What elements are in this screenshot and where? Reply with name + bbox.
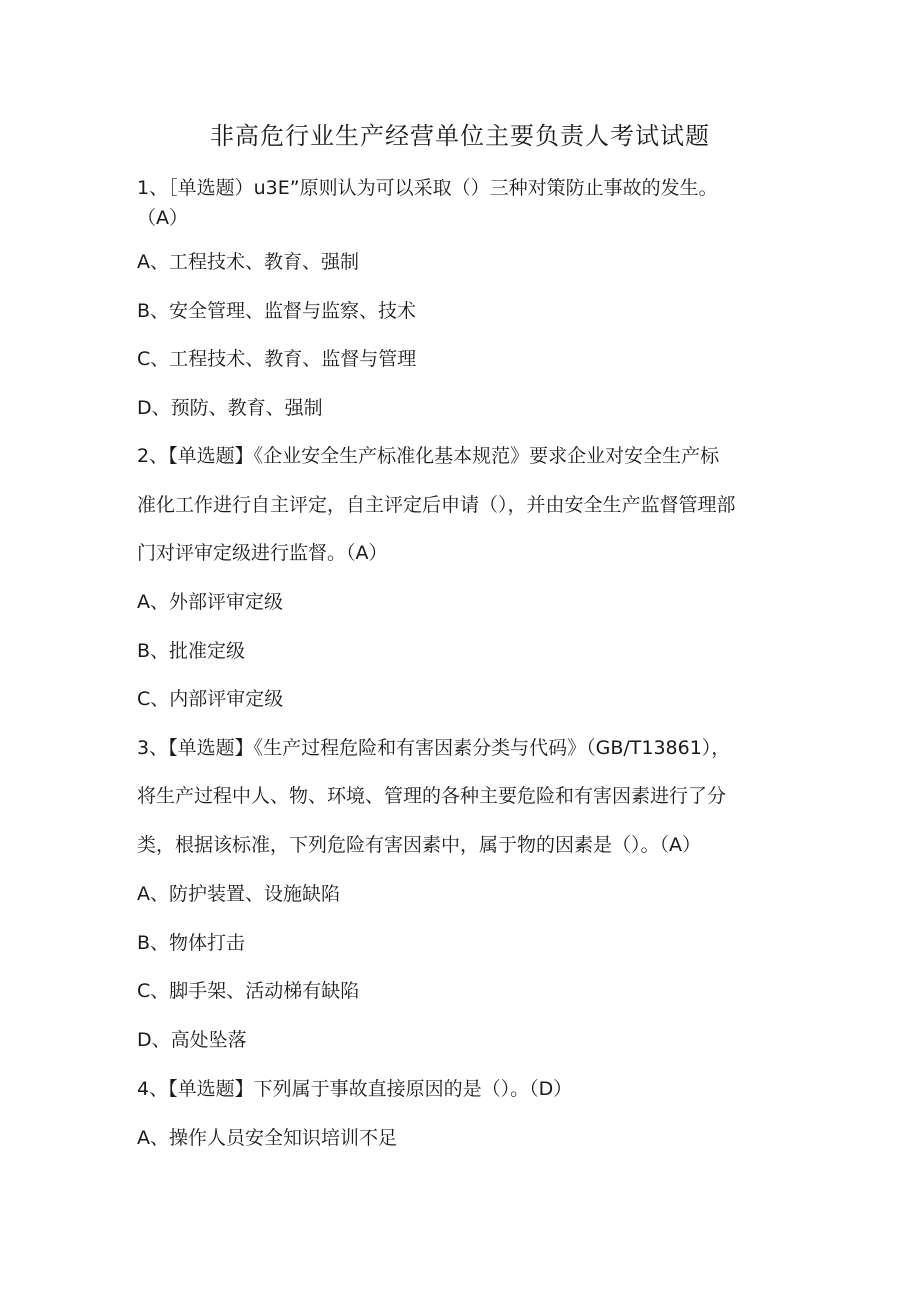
question-2-option-a: A、外部评审定级 [137,591,283,613]
question-3-option-b: B、物体打击 [137,932,246,954]
question-1-option-b: B、安全管理、监督与监察、技术 [137,300,417,322]
question-2-stem-line-2: 准化工作进行自主评定，自主评定后申请（），并由安全生产监督管理部 [137,494,736,516]
question-2-option-b: B、批准定级 [137,640,246,662]
question-4-stem-line-1: 4、【单选题】下列属于事故直接原因的是（）。（D） [137,1078,573,1100]
question-3-option-d: D、高处坠落 [137,1029,247,1051]
question-3-option-a: A、防护装置、设施缺陷 [137,883,340,905]
question-1-option-c: C、工程技术、教育、监督与管理 [137,348,417,370]
question-4-option-a: A、操作人员安全知识培训不足 [137,1127,397,1149]
question-3-stem-line-2: 将生产过程中人、物、环境、管理的各种主要危险和有害因素进行了分 [137,785,727,807]
question-1-stem-line-2: （A） [137,207,188,229]
question-1-stem-line-1: 1、［单选题）u3E”原则认为可以采取（）三种对策防止事故的发生。 [137,177,718,199]
question-2-stem-line-1: 2、【单选题】《企业安全生产标准化基本规范》要求企业对安全生产标 [137,445,720,467]
question-1-option-d: D、预防、教育、强制 [137,397,323,419]
question-3-stem-line-3: 类，根据该标准，下列危险有害因素中，属于物的因素是（）。（A） [137,834,701,856]
question-3-stem-line-1: 3、【单选题】《生产过程危险和有害因素分类与代码》（GB/T13861）， [137,737,731,759]
question-3-option-c: C、脚手架、活动梯有缺陷 [137,980,360,1002]
document-title: 非高危行业生产经营单位主要负责人考试试题 [210,122,710,150]
question-2-option-c: C、内部评审定级 [137,688,284,710]
question-1-option-a: A、工程技术、教育、强制 [137,251,359,273]
question-2-stem-line-3: 门对评审定级进行监督。（A） [137,542,388,564]
